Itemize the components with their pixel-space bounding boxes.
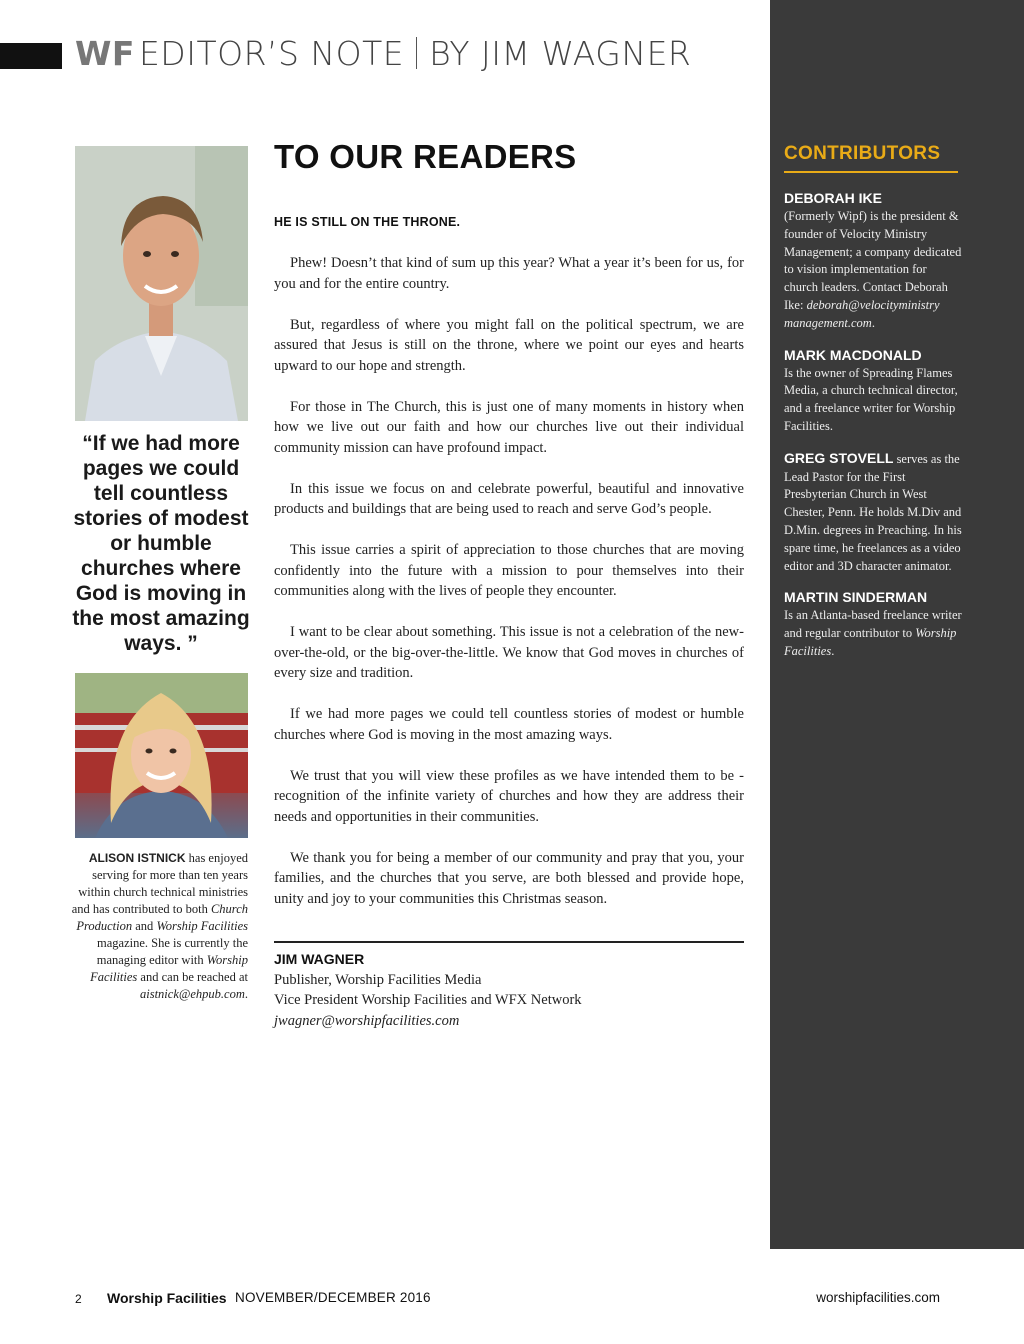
contributor-photo-alison-istnick (75, 673, 248, 838)
header-bar (0, 43, 62, 69)
contributor-martin-sinderman (784, 587, 962, 660)
portrait-illustration (75, 146, 248, 421)
contributor-email: deborah@velocityministry management.com (784, 297, 940, 330)
body-paragraph: This issue carries a spirit of appreciation to those churches that are moving confidently into the future with a mission to pour themselves into their communities along with the lives of people they encounter. (274, 542, 744, 599)
contributor-deborah-ike (784, 188, 962, 333)
publication-name: Worship Facilities (784, 626, 957, 658)
contributor-name: DEBORAH IKE (784, 190, 883, 206)
contributor-bio: Is an Atlanta-based freelance writer and regular contributor to (784, 608, 962, 641)
body-paragraph: If we had more pages we could tell countless stories of modest or humble churches where God is moving in the most amazing ways. (274, 706, 744, 743)
bio-text: . (831, 643, 835, 658)
publication-name: Church Production (76, 902, 248, 933)
article-body (274, 253, 744, 930)
bio-text: and (132, 919, 157, 933)
article-subhead: HE IS STILL ON THE THRONE. (274, 215, 461, 229)
signature-divider (274, 941, 744, 943)
bio-text: . (244, 987, 248, 1001)
contributor-bio: Is the owner of Spreading Flames Media, a church technical director, and a freelance writer for Worship Facilities. (784, 365, 958, 433)
header-brand: WF (75, 34, 135, 73)
author-photo-jim-wagner (75, 146, 248, 421)
signature-title: Publisher, Worship Facilities Media (274, 971, 482, 988)
contributor-email: aistnick@ehpub.com (139, 987, 245, 1001)
article-title: TO OUR READERS (274, 138, 577, 175)
pull-quote: “If we had more pages we could tell countless stories of modest or humble churches where God is moving in the most amazing ways. ” (72, 432, 250, 655)
page-number: 2 (75, 1292, 82, 1306)
portrait-illustration (75, 673, 248, 838)
contributor-name: GREG STOVELL (784, 449, 894, 466)
header-divider (416, 37, 417, 69)
section-header (75, 34, 691, 73)
bio-text: and can be reached at (137, 970, 248, 984)
bio-text: has enjoyed serving for more than ten years within church technical ministries and has contributed to both (71, 851, 248, 916)
contributor-bio: (Formerly Wipf) is the president & founder of Velocity Ministry Management; a company dedicated to vision implementation for church leaders. Contact Deborah Ike: (784, 209, 962, 312)
footer-magazine-name: Worship Facilities (107, 1290, 227, 1306)
contributors-divider (784, 171, 958, 173)
bio-text: . (871, 315, 875, 330)
contributor-mark-macdonald (784, 345, 962, 436)
body-paragraph: For those in The Church, this is just one of many moments in history when how we live out our faith and how our churches live out their individual community mission can have profound impact. (274, 398, 744, 456)
contributor-name: MARK MACDONALD (784, 346, 922, 363)
contributor-name: ALISON ISTNICK (88, 851, 186, 865)
contributors-title: CONTRIBUTORS (784, 143, 941, 164)
contributor-name: MARTIN SINDERMAN (784, 589, 928, 606)
body-paragraph: We trust that you will view these profiles as we have intended them to be - recognition of the infinite variety of churches and how they are address their needs and opportunities in their communities. (274, 767, 744, 825)
footer-issue-date: NOVEMBER/DECEMBER 2016 (235, 1290, 431, 1305)
body-paragraph: Phew! Doesn’t that kind of sum up this year? What a year it’s been for us, for you and for the entire country. (274, 255, 744, 292)
body-paragraph: I want to be clear about something. This issue is not a celebration of the new-over-the-old, or the big-over-the-little. We know that God moves in churches of every size and tradition. (274, 624, 744, 681)
contributor-greg-stovell (784, 448, 962, 576)
contributor-bio-alison-istnick (70, 850, 248, 1003)
body-paragraph: But, regardless of where you might fall on the political spectrum, we are assured that Jesus is still on the throne, where we point our eyes and hearts upward to our hope and strength. (274, 316, 744, 374)
body-paragraph: In this issue we focus on and celebrate powerful, beautiful and innovative products and buildings that are being used to reach and serve God’s people. (274, 480, 744, 517)
bio-text: magazine. She is currently the managing editor with (96, 936, 248, 967)
contributor-bio: serves as the Lead Pastor for the First Presbyterian Church in West Chester, Penn. He holds M.Div and D.Min. degrees in Preaching. In his spare time, he freelances as a video editor and 3D character animator. (784, 451, 962, 573)
publication-name: Worship Facilities (90, 953, 248, 984)
body-paragraph: We thank you for being a member of our community and pray that you, your families, and the churches that you serve, are both blessed and provide hope, unity and joy to your communities this Christmas season. (274, 849, 744, 907)
header-section: EDITOR’S NOTE (138, 34, 405, 73)
signature-email: jwagner@worshipfacilities.com (274, 1012, 460, 1029)
header-byline: BY JIM WAGNER (429, 34, 692, 73)
signature-block (274, 949, 582, 1031)
footer-website: worshipfacilities.com (816, 1290, 940, 1305)
signature-name: JIM WAGNER (274, 951, 365, 967)
contributors-list (784, 188, 962, 673)
publication-name: Worship Facilities (156, 919, 248, 933)
signature-title: Vice President Worship Facilities and WFX Network (274, 992, 582, 1008)
